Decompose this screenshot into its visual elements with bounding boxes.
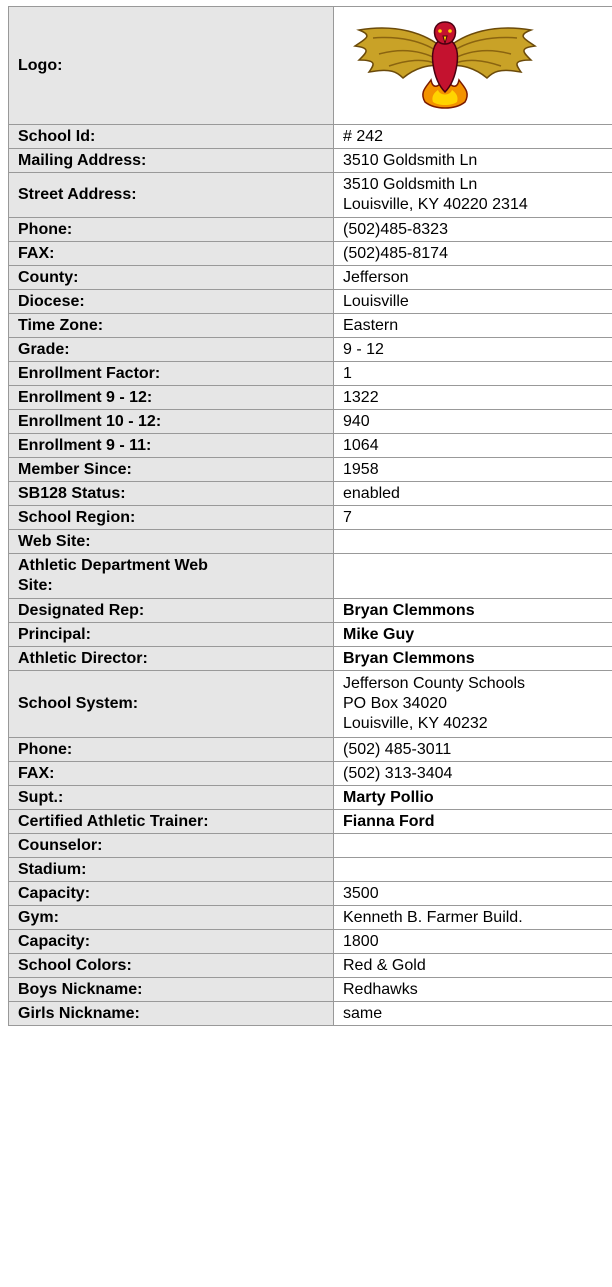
field-label-line: Site: <box>18 577 53 594</box>
info-row <box>9 338 612 362</box>
field-value: Red & Gold <box>334 954 612 978</box>
field-value <box>334 173 612 218</box>
field-value: (502) 313-3404 <box>334 762 612 786</box>
field-value: Bryan Clemmons <box>334 647 612 671</box>
field-value: 3500 <box>334 882 612 906</box>
field-value: Louisville <box>334 290 612 314</box>
info-row <box>9 954 612 978</box>
field-value: Redhawks <box>334 978 612 1002</box>
field-label: Mailing Address: <box>9 149 334 173</box>
field-label: Member Since: <box>9 458 334 482</box>
field-label: Enrollment 9 - 12: <box>9 386 334 410</box>
field-value <box>334 530 612 554</box>
info-row <box>9 314 612 338</box>
info-row <box>9 882 612 906</box>
field-label: Street Address: <box>9 173 334 218</box>
field-value: 940 <box>334 410 612 434</box>
info-row <box>9 762 612 786</box>
field-value: Kenneth B. Farmer Build. <box>334 906 612 930</box>
field-label: Supt.: <box>9 786 334 810</box>
field-label: Grade: <box>9 338 334 362</box>
field-label: Stadium: <box>9 858 334 882</box>
info-row <box>9 671 612 738</box>
field-value: same <box>334 1002 612 1026</box>
info-row <box>9 858 612 882</box>
field-label-line: Athletic Department Web <box>18 557 208 574</box>
field-label: School Id: <box>9 125 334 149</box>
info-row <box>9 738 612 762</box>
info-row <box>9 1002 612 1026</box>
school-info-table <box>8 6 612 1026</box>
field-value: Fianna Ford <box>334 810 612 834</box>
info-row <box>9 386 612 410</box>
field-value: 7 <box>334 506 612 530</box>
field-value-line: Louisville, KY 40232 <box>343 715 488 732</box>
field-value <box>334 671 612 738</box>
info-row <box>9 173 612 218</box>
field-value <box>334 554 612 599</box>
field-value: enabled <box>334 482 612 506</box>
field-label: School System: <box>9 671 334 738</box>
field-value: 1322 <box>334 386 612 410</box>
field-label: Certified Athletic Trainer: <box>9 810 334 834</box>
field-value: (502) 485-3011 <box>334 738 612 762</box>
field-value: 1958 <box>334 458 612 482</box>
info-rows <box>9 125 612 1026</box>
field-label: Counselor: <box>9 834 334 858</box>
info-row <box>9 530 612 554</box>
info-row <box>9 242 612 266</box>
field-value: 1 <box>334 362 612 386</box>
info-row <box>9 482 612 506</box>
logo-row <box>9 7 612 125</box>
field-label: Enrollment 9 - 11: <box>9 434 334 458</box>
field-value: Eastern <box>334 314 612 338</box>
field-label: Capacity: <box>9 882 334 906</box>
field-value: # 242 <box>334 125 612 149</box>
info-row <box>9 149 612 173</box>
info-row <box>9 290 612 314</box>
field-label: FAX: <box>9 242 334 266</box>
info-row <box>9 434 612 458</box>
field-label: Designated Rep: <box>9 599 334 623</box>
field-value: (502)485-8323 <box>334 218 612 242</box>
field-value: 1800 <box>334 930 612 954</box>
info-row <box>9 978 612 1002</box>
field-value: 3510 Goldsmith Ln <box>334 149 612 173</box>
field-value: 1064 <box>334 434 612 458</box>
field-value-line: PO Box 34020 <box>343 695 448 712</box>
field-label: Capacity: <box>9 930 334 954</box>
field-value <box>334 834 612 858</box>
info-row <box>9 786 612 810</box>
redhawk-mascot-logo-icon <box>345 10 545 122</box>
field-label: Time Zone: <box>9 314 334 338</box>
field-label: Diocese: <box>9 290 334 314</box>
info-row <box>9 599 612 623</box>
info-row <box>9 362 612 386</box>
field-label: FAX: <box>9 762 334 786</box>
info-row <box>9 506 612 530</box>
field-value <box>334 858 612 882</box>
field-value-line: 3510 Goldsmith Ln <box>343 176 478 193</box>
info-row <box>9 218 612 242</box>
field-value: Mike Guy <box>334 623 612 647</box>
logo-cell <box>334 7 612 125</box>
field-value: Jefferson <box>334 266 612 290</box>
field-value: (502)485-8174 <box>334 242 612 266</box>
info-row <box>9 906 612 930</box>
info-row <box>9 458 612 482</box>
field-value-line: Louisville, KY 40220 2314 <box>343 196 528 213</box>
field-value: Bryan Clemmons <box>334 599 612 623</box>
field-label: Web Site: <box>9 530 334 554</box>
info-row <box>9 834 612 858</box>
field-value: Marty Pollio <box>334 786 612 810</box>
field-label: Boys Nickname: <box>9 978 334 1002</box>
field-label: School Region: <box>9 506 334 530</box>
info-row <box>9 810 612 834</box>
field-label: Enrollment 10 - 12: <box>9 410 334 434</box>
info-row <box>9 647 612 671</box>
field-label <box>9 554 334 599</box>
field-label: County: <box>9 266 334 290</box>
field-label: Phone: <box>9 218 334 242</box>
field-label: Girls Nickname: <box>9 1002 334 1026</box>
info-row <box>9 125 612 149</box>
field-value-line: Jefferson County Schools <box>343 675 526 692</box>
field-label: Logo: <box>9 7 334 125</box>
field-label: Gym: <box>9 906 334 930</box>
field-label: Phone: <box>9 738 334 762</box>
info-row <box>9 623 612 647</box>
field-label: Principal: <box>9 623 334 647</box>
field-value: 9 - 12 <box>334 338 612 362</box>
field-label: School Colors: <box>9 954 334 978</box>
info-row <box>9 930 612 954</box>
info-row <box>9 554 612 599</box>
info-row <box>9 410 612 434</box>
field-label: Enrollment Factor: <box>9 362 334 386</box>
field-label: Athletic Director: <box>9 647 334 671</box>
info-row <box>9 266 612 290</box>
field-label: SB128 Status: <box>9 482 334 506</box>
